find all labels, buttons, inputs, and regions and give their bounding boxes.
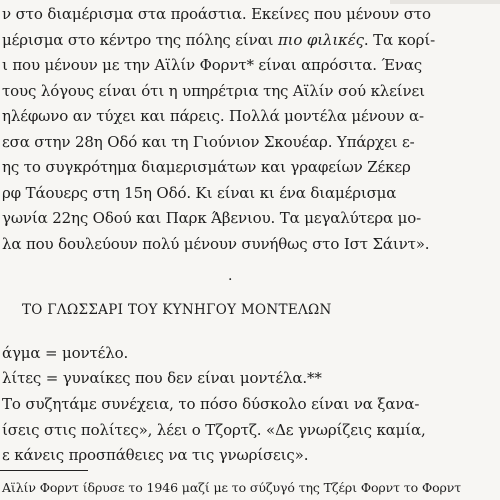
section-title: ΤΟ ΓΛΩΣΣΑΡΙ ΤΟΥ ΚΥΝΗΓΟΥ ΜΟΝΤΕΛΩΝ — [22, 302, 332, 318]
quote-line-2: ίσεις στις πολίτες», λέει ο Τζορτζ. «Δε γνωρίζεις καμία, — [2, 421, 426, 439]
quote-line-1: Το συζητάμε συνέχεια, το πόσο δύσκολο είναι να ξανα- — [2, 395, 420, 413]
italic-phrase: πιο φιλικές — [277, 31, 364, 49]
glossary-line-1: άγμα = μοντέλο. — [2, 344, 129, 362]
section-separator-mark: . — [228, 268, 233, 284]
body-line-6: εσα στην 28η Οδό και τη Γιούνιον Σκουέαρ. Υπάρχει ε- — [2, 133, 415, 151]
body-line-8: ρφ Τάουερς στη 15η Οδό. Κι είναι κι ένα διαμέρισμα — [2, 184, 397, 202]
footnote-rule — [0, 470, 88, 471]
body-line-2-end: . Τα κορί- — [363, 31, 436, 49]
footnote-text: Αϊλίν Φορντ ίδρυσε το 1946 μαζί με το σύζυγό της Τζέρι Φορντ το Φορντ — [2, 480, 462, 495]
body-line-7: ης το συγκρότημα διαμερισμάτων και γραφείων Ζέκερ — [2, 158, 411, 176]
body-line-1: ν στο διαμέρισμα στα προάστια. Εκείνες που μένουν στο — [2, 5, 431, 23]
body-line-2-start: μέρισμα στο κέντρο της πόλης είναι — [2, 31, 278, 49]
body-line-5: ηλέφωνο αν τύχει και πάρεις. Πολλά μοντέλα μένουν α- — [2, 107, 424, 125]
glossary-line-2: λίτες = γυναίκες που δεν είναι μοντέλα.** — [2, 369, 322, 387]
quote-line-3: ε κάνεις προσπάθειες να τις γνωρίσεις». — [2, 446, 309, 464]
body-line-4: τους λόγους είναι ότι η υπηρέτρια της Αϊλίν σού κλείνει — [2, 82, 425, 100]
body-line-3: ι που μένουν με την Αϊλίν Φορντ* είναι απρόσιτα. Ένας — [2, 56, 423, 74]
body-line-10: λα που δουλεύουν πολύ μένουν συνήθως στο Ιστ Σάιντ». — [2, 235, 430, 253]
body-line-9: γωνία 22ης Οδού και Παρκ Άβενιου. Τα μεγαλύτερα μο- — [2, 209, 421, 227]
body-line-2 — [2, 30, 435, 50]
